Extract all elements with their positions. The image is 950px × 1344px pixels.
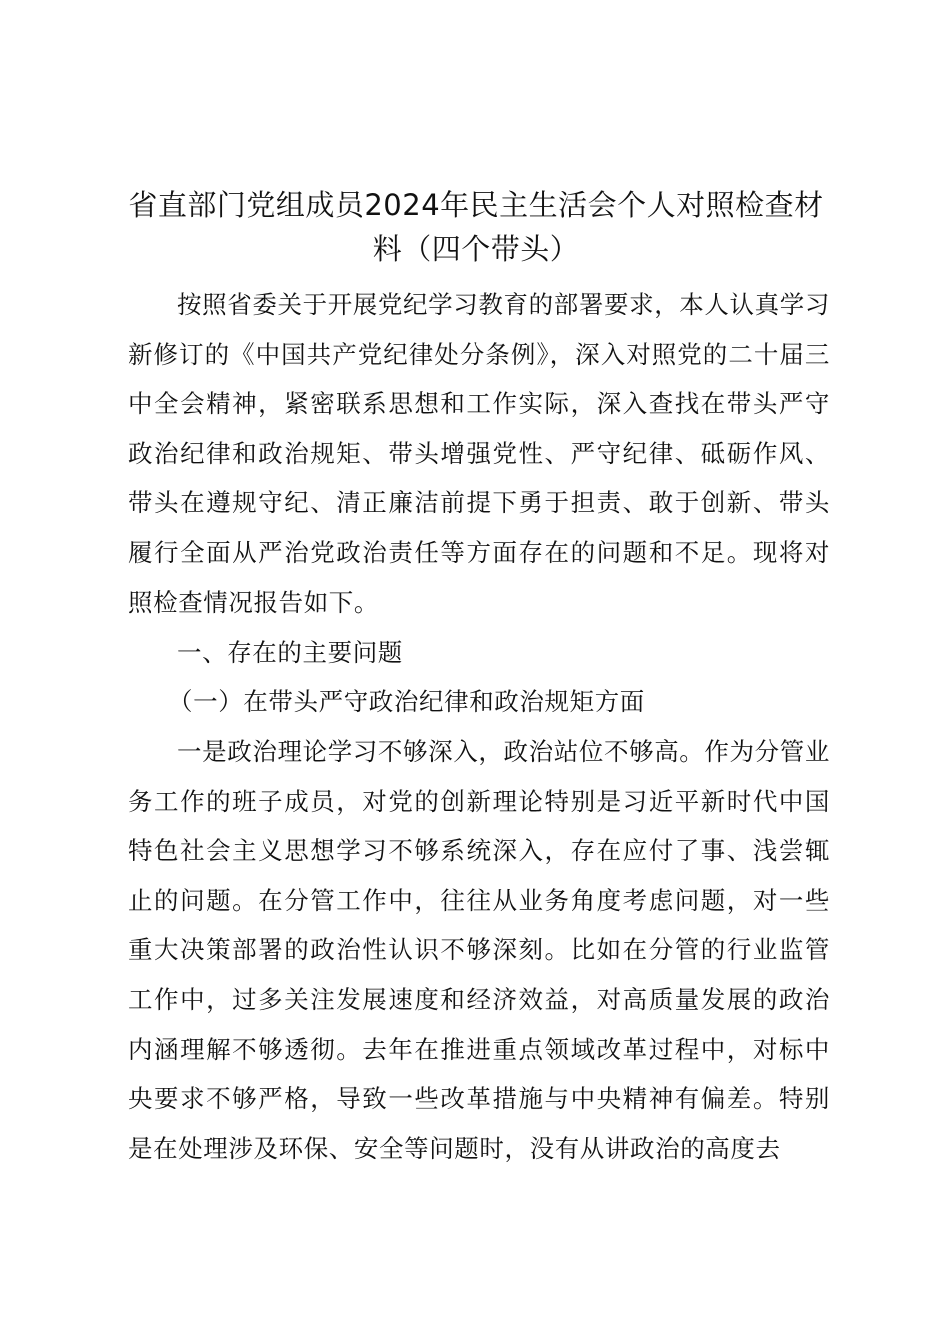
section-heading: 一、存在的主要问题 bbox=[177, 638, 403, 667]
intro-paragraph: 按照省委关于开展党纪学习教育的部署要求，本人认真学习新修订的《中国共产党纪律处分条例》，深入对照党的二十届三中全会精神，紧密联系思想和工作实际，深入查找在带头严守政治纪律和政治规矩、带头增强党性、严守纪律、砥砺作风、带头在遵规守纪、清正廉洁前提下勇于担责、敢于创新、带头履行全面从严治党政治责任等方面存在的问题和不足。现将对照检查情况报告如下。 bbox=[128, 290, 830, 617]
subsection-heading: （一）在带头严守政治纪律和政治规矩方面 bbox=[168, 687, 645, 716]
point-paragraph: 一是政治理论学习不够深入，政治站位不够高。作为分管业务工作的班子成员，对党的创新理论特别是习近平新时代中国特色社会主义思想学习不够系统深入，存在应付了事、浅尝辄止的问题。在分管工作中，往往从业务角度考虑问题，对一些重大决策部署的政治性认识不够深刻。比如在分管的行业监管工作中，过多关注发展速度和经济效益，对高质量发展的政治内涵理解不够透彻。去年在推进重点领域改革过程中，对标中央要求不够严格，导致一些改革措施与中央精神有偏差。特别是在处理涉及环保、安全等问题时，没有从讲政治的高度去 bbox=[128, 737, 830, 1163]
document-title: 省直部门党组成员2024年民主生活会个人对照检查材料（四个带头） bbox=[128, 188, 824, 266]
